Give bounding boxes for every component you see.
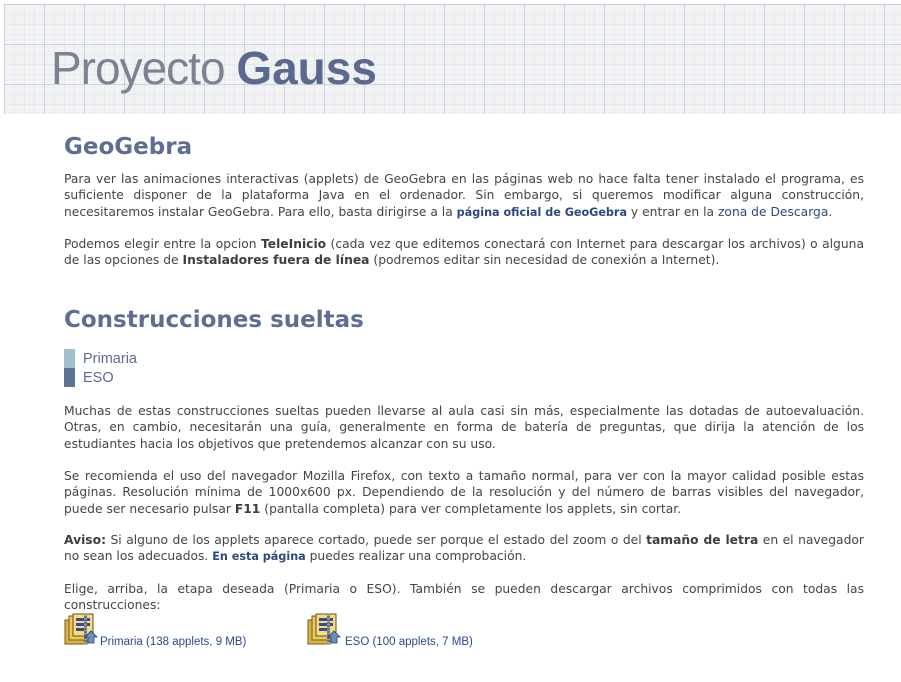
stage-color-bar [64,349,75,368]
text-span: (podremos editar sin necesidad de conexión a Internet). [369,253,720,268]
stage-primaria[interactable] [64,349,137,368]
text-span: Se recomienda el uso del navegador Mozilla Firefox, con texto a tamaño normal, para ver con la mayor calidad posible estas páginas. Resolución mínima de 1000x600 px. Dependiendo de la resolución y del número de barras visibles del navegador, puede ser necesario pulsar [64,469,864,516]
text-span: puedes realizar una comprobación. [305,549,527,564]
zip-archive-icon[interactable] [64,613,100,647]
text-span: . [828,204,833,219]
stage-eso-link[interactable]: ESO [83,369,114,386]
browser-recommendation-paragraph [64,468,864,517]
offline-installers-bold: Instaladores fuera de línea [182,253,370,268]
text-span: en el navegador no sean los adecuados. [64,533,864,564]
check-page-link[interactable]: En esta página [212,550,306,564]
geogebra-paragraph-1 [64,171,864,221]
zip-archive-icon[interactable] [307,613,343,647]
download-eso-link[interactable]: ESO (100 applets, 7 MB) [345,636,473,648]
teleinicio-bold: TeleInicio [260,237,327,251]
geogebra-official-page-link[interactable]: página oficial de GeoGebra [456,205,627,219]
text-span: Si alguno de los applets aparece cortado, puede ser porque el estado del zoom o del [106,533,647,547]
construcciones-heading: Construcciones sueltas [64,307,364,333]
header-banner [4,4,901,114]
geogebra-paragraph-2 [64,236,864,269]
site-title[interactable] [51,40,377,96]
stage-primaria-link[interactable]: Primaria [83,350,137,367]
text-span: Para ver las animaciones interactivas (applets) de GeoGebra en las páginas web no hace falta tener instalado el programa, es suficiente disponer de la plataforma Java en el ordenador. Sin embargo, si queremos modificar alguna construcción, necesitaremos instalar GeoGebra. Para ello, basta dirigirse a la [64,172,864,219]
stage-color-bar [64,368,75,387]
site-title-bold: Gauss [236,42,377,94]
text-span: (cada vez que editemos conectará con Internet para descargar los archivos) o alguna de las opciones de [64,237,864,268]
download-primaria-link[interactable]: Primaria (138 applets, 9 MB) [100,636,247,648]
choose-stage-paragraph: Elige, arriba, la etapa deseada (Primaria o ESO). También se pueden descargar archivos comprimidos con todas las construcciones: [64,582,864,613]
text-span: (pantalla completa) para ver completamente los applets, sin cortar. [260,501,682,516]
download-zone-link[interactable]: zona de Descarga [717,204,829,219]
text-span: y entrar en la [627,204,718,219]
f11-bold: F11 [234,501,261,516]
site-title-light: Proyecto [51,42,237,94]
geogebra-heading: GeoGebra [64,134,193,160]
stage-eso[interactable] [64,368,114,387]
text-span: Podemos elegir entre la opcion [64,237,261,251]
construcciones-paragraph-1: Muchas de estas construcciones sueltas pueden llevarse al aula casi sin más, especialmente las dotadas de autoevaluación. Otras, en cambio, necesitarán una guía, generalmente en forma de batería de preguntas, que dirija la atención de los estudiantes hacia los objetivos que pretendemos alcanzar con su uso. [64,404,864,451]
warning-label: Aviso: [64,533,106,547]
font-size-bold: tamaño de letra [646,533,759,547]
warning-paragraph [64,532,864,566]
